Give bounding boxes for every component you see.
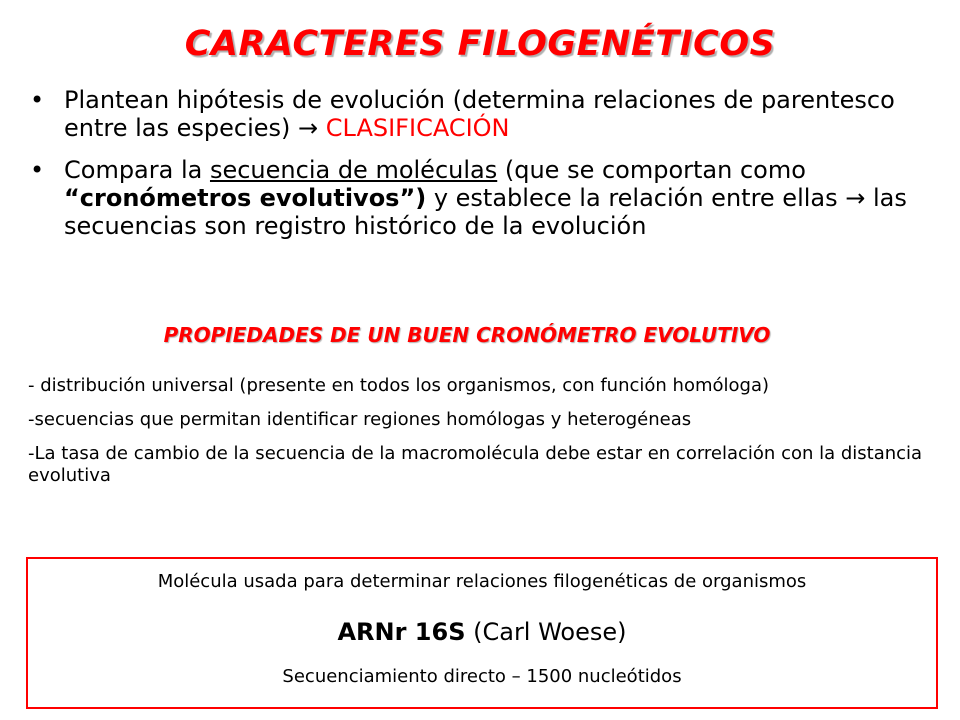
arrow-icon: → (845, 184, 866, 212)
woese-label: (Carl Woese) (465, 618, 627, 646)
slide-title: CARACTERES FILOGENÉTICOS (184, 24, 776, 64)
arnr-label: ARNr 16S (337, 618, 466, 646)
molecule-sequence-text: secuencia de moléculas (209, 156, 498, 184)
bullet-text: Plantean hipótesis de evolución (determina relaciones de parentesco entre las especies) (64, 86, 895, 142)
bullet-text: (que se comportan como (497, 156, 806, 184)
section-subtitle: PROPIEDADES DE UN BUEN CRONÓMETRO EVOLUTIVO (163, 323, 771, 347)
bullet-dot-icon: • (30, 156, 45, 184)
bullet-text: las secuencias son registro histórico de la evolución (64, 184, 907, 240)
box-line-sequencing: Secuenciamiento directo – 1500 nucleótidos (282, 666, 682, 687)
box-line-molecule: Molécula usada para determinar relaciones filogenéticas de organismos (157, 571, 807, 592)
bullet-item-classification (28, 86, 928, 142)
bullet-item-molecules (28, 156, 928, 240)
box-line-arnr (28, 618, 936, 646)
properties-list (28, 375, 943, 499)
property-item: -secuencias que permitan identificar regiones homólogas y heterogéneas (28, 409, 692, 430)
classification-label: CLASIFICACIÓN (318, 114, 510, 142)
arrow-icon: → (298, 114, 319, 142)
evolutionary-clocks-text: “cronómetros evolutivos”) (64, 184, 427, 212)
property-item: - distribución universal (presente en todos los organismos, con función homóloga) (28, 375, 769, 396)
bullet-list (28, 86, 928, 254)
bullet-text: y establece la relación entre ellas (426, 184, 846, 212)
bullet-dot-icon: • (30, 86, 45, 114)
bullet-text: Compara la (64, 156, 210, 184)
property-item: -La tasa de cambio de la secuencia de la macromolécula debe estar en correlación con la distancia evolutiva (28, 443, 923, 486)
highlight-box (26, 557, 938, 709)
